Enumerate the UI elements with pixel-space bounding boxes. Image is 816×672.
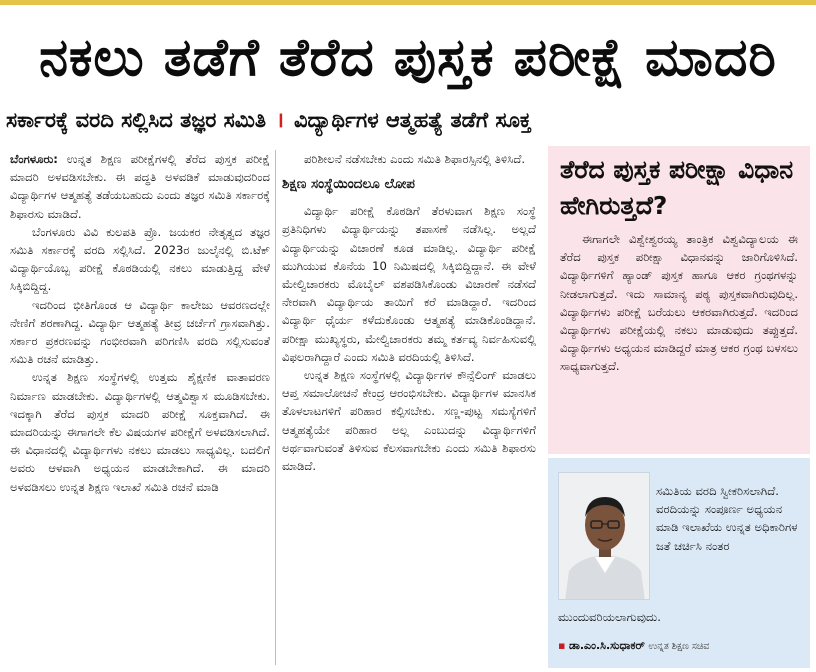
article-paragraph xyxy=(10,150,270,223)
paragraph-text: ಉನ್ನತ ಶಿಕ್ಷಣ ಪರೀಕ್ಷೆಗಳಲ್ಲಿ ತೆರೆದ ಪುಸ್ತಕ ಪರೀಕ್ಷೆ ಮಾದರಿ ಅಳವಡಿಸಬೇಕು. ಈ ಪದ್ಧತಿ ಅಳವಡಿಕೆ ಮಾಡುವುದರಿಂದ ವಿದ್ಯಾರ್ಥಿಗಳ ಆತ್ಮಹತ್ಯೆ ತಡೆಯಬಹುದು ಎಂದು ತಜ್ಞರ ಸಮಿತಿ ಸರ್ಕಾರಕ್ಕೆ ಶಿಫಾರಸು ಮಾಡಿದೆ. xyxy=(10,152,270,221)
subhead-left: ಸರ್ಕಾರಕ್ಕೆ ವರದಿ ಸಲ್ಲಿಸಿದ ತಜ್ಞರ ಸಮಿತಿ xyxy=(6,108,266,132)
bullet-square-icon: ▪ xyxy=(558,639,566,652)
article-paragraph: ಉನ್ನತ ಶಿಕ್ಷಣ ಸಂಸ್ಥೆಗಳಲ್ಲಿ ವಿದ್ಯಾರ್ಥಿಗಳ ಕೌನ್ಸೆಲಿಂಗ್ ಮಾಡಲು ಆಪ್ತ ಸಮಾಲೋಚನೆ ಕೇಂದ್ರ ಆರಂಭಿಸಬೇಕು. ವಿದ್ಯಾರ್ಥಿಗಳ ಮಾನಸಿಕ ತೊಳಲಾಟಗಳಿಗೆ ಪರಿಹಾರ ಕಲ್ಪಿಸಬೇಕು. ಸಣ್ಣ-ಪುಟ್ಟ ಸಮಸ್ಯೆಗಳಿಗೆ ಆತ್ಮಹತ್ಯೆಯೇ ಪರಿಹಾರ ಅಲ್ಲ ಎಂಬುದನ್ನು ವಿದ್ಯಾರ್ಥಿಗಳಿಗೆ ಅರ್ಥವಾಗುವಂತೆ ತಿಳಿಸುವ ಕೆಲಸವಾಗಬೇಕು ಎಂದು ಸಮಿತಿ ಶಿಫಾರಸು ಮಾಡಿದೆ. xyxy=(282,368,536,474)
subhead-right: ವಿದ್ಯಾರ್ಥಿಗಳ ಆತ್ಮಹತ್ಯೆ ತಡೆಗೆ ಸೂಕ್ತ xyxy=(293,108,532,132)
minister-photo xyxy=(558,472,650,600)
article-column-1 xyxy=(10,150,270,670)
article-paragraph: ವಿದ್ಯಾರ್ಥಿ ಪರೀಕ್ಷೆ ಕೊಠಡಿಗೆ ತೆರಳುವಾಗ ಶಿಕ್ಷಣ ಸಂಸ್ಥೆ ಪ್ರತಿನಿಧಿಗಳು ವಿದ್ಯಾರ್ಥಿಯನ್ನು ತಪಾಸಣೆ ನಡೆಸಿಲ್ಲ. ಅಲ್ಲದೆ ವಿದ್ಯಾರ್ಥಿಯನ್ನು ವಿಚಾರಣೆ ಕೂಡ ಮಾಡಿಲ್ಲ. ವಿದ್ಯಾರ್ಥಿ ಪರೀಕ್ಷೆ ಮುಗಿಯುವ ಕೊನೆಯ 10 ನಿಮಿಷದಲ್ಲಿ ಸಿಕ್ಕಿಬಿದ್ದಿದ್ದಾನೆ. ಈ ವೇಳೆ ಮೇಲ್ವಿಚಾರಕರು ಮೊಬೈಲ್ ವಶಪಡಿಸಿಕೊಂಡು ವಿಚಾರಣೆ ನಡೆಸದೆ ನೇರವಾಗಿ ವಿದ್ಯಾರ್ಥಿಯ ತಾಯಿಗೆ ಕರೆ ಮಾಡಿದ್ದಾರೆ. ಇದರಿಂದ ವಿದ್ಯಾರ್ಥಿ ಧೈರ್ಯ ಕಳೆದುಕೊಂಡು ಆತ್ಮಹತ್ಯೆ ಮಾಡಿಕೊಂಡಿದ್ದಾನೆ. ಪರೀಕ್ಷಾ ಮುಖ್ಯಸ್ಥರು, ಮೇಲ್ವಿಚಾರಕರು ತಮ್ಮ ಕರ್ತವ್ಯ ನಿರ್ವಹಿಸುವಲ್ಲಿ ವಿಫಲರಾಗಿದ್ದಾರೆ ಎಂದು ಸಮಿತಿ ವರದಿಯಲ್ಲಿ ತಿಳಿಸಿದೆ. xyxy=(282,204,536,364)
article-paragraph: ಪರಿಶೀಲನೆ ನಡೆಸಬೇಕು ಎಂದು ಸಮಿತಿ ಶಿಫಾರಸ್ಸಿನಲ್ಲಿ ತಿಳಿಸಿದೆ. xyxy=(304,152,526,166)
quote-text: ಸಮಿತಿಯ ವರದಿ ಸ್ವೀಕರಿಸಲಾಗಿದೆ. ವರದಿಯನ್ನು ಸಂಪೂರ್ಣ ಅಧ್ಯಯನ ಮಾಡಿ ಇಲಾಖೆಯ ಉನ್ನತ ಅಧಿಕಾರಿಗಳ ಜತೆ ಚರ್ಚಿಸಿ ನಂತರ xyxy=(656,484,798,553)
dateline: ಬೆಂಗಳೂರು: xyxy=(10,152,58,166)
subheadline xyxy=(6,102,812,138)
subhead-separator: । xyxy=(276,108,284,132)
quote-tail: ಮುಂದುವರಿಯಲಾಗುವುದು. xyxy=(558,610,661,624)
minister-quote-box xyxy=(548,458,810,668)
portrait-illustration xyxy=(559,473,650,600)
headline: ನಕಲು ತಡೆಗೆ ತೆರೆದ ಪುಸ್ತಕ ಪರೀಕ್ಷೆ ಮಾದರಿ xyxy=(39,28,777,88)
column-divider xyxy=(275,150,276,665)
article-paragraph: ಇದರಿಂದ ಭೀತಿಗೊಂಡ ಆ ವಿದ್ಯಾರ್ಥಿ ಕಾಲೇಜು ಆವರಣದಲ್ಲೇ ನೇಣಿಗೆ ಶರಣಾಗಿದ್ದ. ವಿದ್ಯಾರ್ಥಿ ಆತ್ಮಹತ್ಯೆ ತೀವ್ರ ಚರ್ಚೆಗೆ ಗ್ರಾಸವಾಗಿತ್ತು. ಸರ್ಕಾರ ಪ್ರಕರಣವನ್ನು ಗಂಭೀರವಾಗಿ ಪರಿಗಣಿಸಿ ವರದಿ ಸಲ್ಲಿಸುವಂತೆ ಸಮಿತಿ ರಚನೆ ಮಾಡಿತ್ತು. xyxy=(10,297,270,367)
minister-name: ಡಾ.ಎಂ.ಸಿ.ಸುಧಾಕರ್ xyxy=(568,639,645,652)
article-paragraph: ಬೆಂಗಳೂರು ವಿವಿ ಕುಲಪತಿ ಪ್ರೊ. ಜಯಕರ ನೇತೃತ್ವದ ತಜ್ಞರ ಸಮಿತಿ ಸರ್ಕಾರಕ್ಕೆ ವರದಿ ಸಲ್ಲಿಸಿದೆ. 2023ರ ಜುಲೈನಲ್ಲಿ ಬಿ.ಟೆಕ್ ವಿದ್ಯಾರ್ಥಿಯೊಬ್ಬ ಪರೀಕ್ಷೆ ಕೊಠಡಿಯಲ್ಲಿ ನಕಲು ಮಾಡುತ್ತಿದ್ದ ವೇಳೆ ಸಿಕ್ಕಿಬಿದ್ದಿದ್ದ. xyxy=(10,224,270,294)
explainer-body: ಈಗಾಗಲೇ ವಿಶ್ವೇಶ್ವರಯ್ಯ ತಾಂತ್ರಿಕ ವಿಶ್ವವಿದ್ಯಾಲಯ ಈ ತೆರೆದ ಪುಸ್ತಕ ಪರೀಕ್ಷಾ ವಿಧಾನವನ್ನು ಜಾರಿಗೊಳಿಸಿದೆ. ವಿದ್ಯಾರ್ಥಿಗಳಿಗೆ ಹ್ಯಾಂಡ್ ಪುಸ್ತಕ ಹಾಗೂ ಆಕರ ಗ್ರಂಥಗಳನ್ನು ನೀಡಲಾಗುತ್ತದೆ. ಇದು ಸಾಮಾನ್ಯ ಪಠ್ಯ ಪುಸ್ತಕವಾಗಿರುವುದಿಲ್ಲ. ವಿದ್ಯಾರ್ಥಿಗಳು ಪರೀಕ್ಷೆ ಬರೆಯಲು ಆಕರವಾಗಿರುತ್ತದೆ. ಇದರಿಂದ ವಿದ್ಯಾರ್ಥಿಗಳು ಪರೀಕ್ಷೆಯಲ್ಲಿ ನಕಲು ಮಾಡುವುದು ತಪ್ಪುತ್ತದೆ. ವಿದ್ಯಾರ್ಥಿಗಳು ಅಧ್ಯಯನ ಮಾಡಿದ್ದರೆ ಮಾತ್ರ ಆಕರ ಗ್ರಂಥ ಬಳಸಲು ಸಾಧ್ಯವಾಗುತ್ತದೆ. xyxy=(560,232,798,374)
section-heading: ಶಿಕ್ಷಣ ಸಂಸ್ಥೆಯಿಂದಲೂ ಲೋಪ xyxy=(282,176,415,193)
explainer-title: ತೆರೆದ ಪುಸ್ತಕ ಪರೀಕ್ಷಾ ವಿಧಾನ ಹೇಗಿರುತ್ತದೆ? xyxy=(560,155,794,220)
minister-role: ಉನ್ನತ ಶಿಕ್ಷಣ ಸಚಿವ xyxy=(648,641,710,652)
top-color-bar xyxy=(0,0,816,5)
article-column-2 xyxy=(282,150,536,670)
quote-byline xyxy=(558,636,804,657)
explainer-box xyxy=(548,146,810,454)
article-paragraph: ಉನ್ನತ ಶಿಕ್ಷಣ ಸಂಸ್ಥೆಗಳಲ್ಲಿ ಉತ್ತಮ ಶೈಕ್ಷಣಿಕ ವಾತಾವರಣ ನಿರ್ಮಾಣ ಮಾಡಬೇಕು. ವಿದ್ಯಾರ್ಥಿಗಳಲ್ಲಿ ಆತ್ಮವಿಶ್ವಾಸ ಮೂಡಿಸಬೇಕು. ಇದಕ್ಕಾಗಿ ತೆರೆದ ಪುಸ್ತಕ ಮಾದರಿ ಪರೀಕ್ಷೆ ಸೂಕ್ತವಾಗಿದೆ. ಈ ಮಾದರಿಯನ್ನು ಈಗಾಗಲೇ ಕೆಲ ವಿಷಯಗಳ ಪರೀಕ್ಷೆಗೆ ಅಳವಡಿಸಲಾಗಿದೆ. ಈ ವಿಧಾನದಲ್ಲಿ ವಿದ್ಯಾರ್ಥಿಗಳು ನಕಲು ಮಾಡಲು ಸಾಧ್ಯವಿಲ್ಲ. ಬದಲಿಗೆ ಅವರು ಆಳವಾಗಿ ಅಧ್ಯಯನ ಮಾಡಬೇಕಾಗಿದೆ. ಈ ಮಾದರಿ ಅಳವಡಿಸಲು ಉನ್ನತ ಶಿಕ್ಷಣ ಇಲಾಖೆ ಸಮಿತಿ ರಚನೆ ಮಾಡಿ xyxy=(10,370,270,494)
